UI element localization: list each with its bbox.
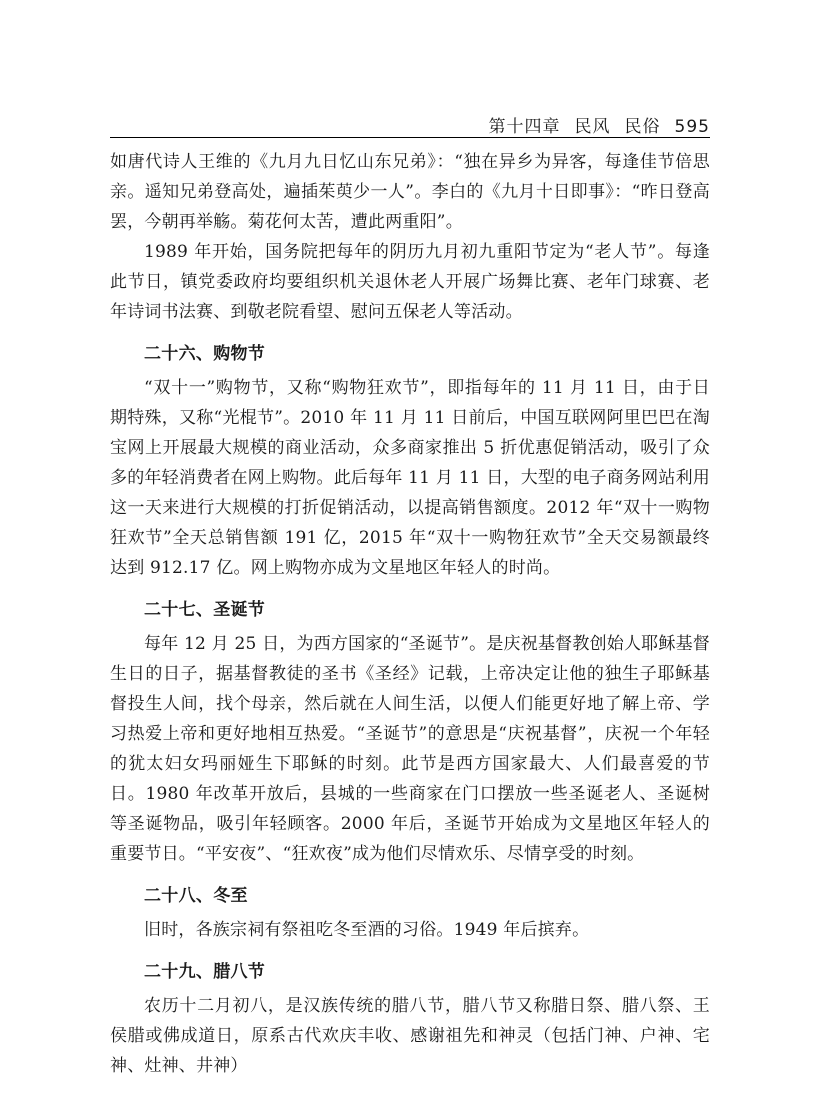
section-label-b: 民俗 [624, 117, 661, 137]
section-heading-christmas: 二十七、圣诞节 [144, 600, 266, 620]
paragraph-poems: 如唐代诗人王维的《九月九日忆山东兄弟》：“独在异乡为异客，每逢佳节倍思亲。遥知兄弟登高处，遍插茱萸少一人”。李白的《九月十日即事》：“昨日登高罢，今朝再举觞。菊花何太苦，遭此两重阳”。 [110, 152, 710, 232]
paragraph-elderly-day: 1989 年开始，国务院把每年的阴历九月初九重阳节定为“老人节”。每逢此节日，镇党委政府均要组织机关退休老人开展广场舞比赛、老年门球赛、老年诗词书法赛、到敬老院看望、慰问五保老人等活动。 [110, 242, 710, 322]
paragraph-shopping-festival: “双十一”购物节，又称“购物狂欢节”，即指每年的 11 月 11 日，由于日期特殊，又称“光棍节”。2010 年 11 月 11 日前后，中国互联网阿里巴巴在淘宝网上开展最大规模的商业活动，众多商家推出 5 折优惠促销活动，吸引了众多的年轻消费者在网上购物。此后每年 11 月 11 日，大型的电子商务网站利用这一天来进行大规模的打折促销活动，以提高销售额度。2012 年“双十一购物狂欢节”全天总销售额 191 亿，2015 年“双十一购物狂欢节”全天交易额最终达到 912.17 亿。网上购物亦成为文星地区年轻人的时尚。 [110, 378, 710, 578]
chapter-label: 第十四章 [488, 117, 561, 137]
section-heading-winter-solstice: 二十八、冬至 [144, 886, 248, 906]
header-rule [110, 137, 710, 138]
section-heading-shopping-festival: 二十六、购物节 [144, 344, 266, 364]
running-header [110, 112, 710, 137]
page-number: 595 [674, 117, 710, 137]
paragraph-christmas: 每年 12 月 25 日，为西方国家的“圣诞节”。是庆祝基督教创始人耶稣基督生日的日子，据基督教徒的圣书《圣经》记载，上帝决定让他的独生子耶稣基督投生人间，找个母亲，然后就在人间生活，以便人们能更好地了解上帝、学习热爱上帝和更好地相互热爱。“圣诞节”的意思是“庆祝基督”，庆祝一个年轻的犹太妇女玛丽娅生下耶稣的时刻。此节是西方国家最大、人们最喜爱的节日。1980 年改革开放后，县城的一些商家在门口摆放一些圣诞老人、圣诞树等圣诞物品，吸引年轻顾客。2000 年后，圣诞节开始成为文星地区年轻人的重要节日。“平安夜”、“狂欢夜”成为他们尽情欢乐、尽情享受的时刻。 [110, 634, 710, 864]
section-heading-laba-festival: 二十九、腊八节 [144, 962, 266, 982]
paragraph-laba-festival: 农历十二月初八，是汉族传统的腊八节，腊八节又称腊日祭、腊八祭、王侯腊或佛成道日，原系古代欢庆丰收、感谢祖先和神灵（包括门神、户神、宅神、灶神、井神） [110, 996, 710, 1076]
page-body [110, 147, 710, 1081]
section-label-a: 民风 [574, 117, 611, 137]
paragraph-winter-solstice: 旧时，各族宗祠有祭祖吃冬至酒的习俗。1949 年后摈弃。 [144, 920, 590, 940]
